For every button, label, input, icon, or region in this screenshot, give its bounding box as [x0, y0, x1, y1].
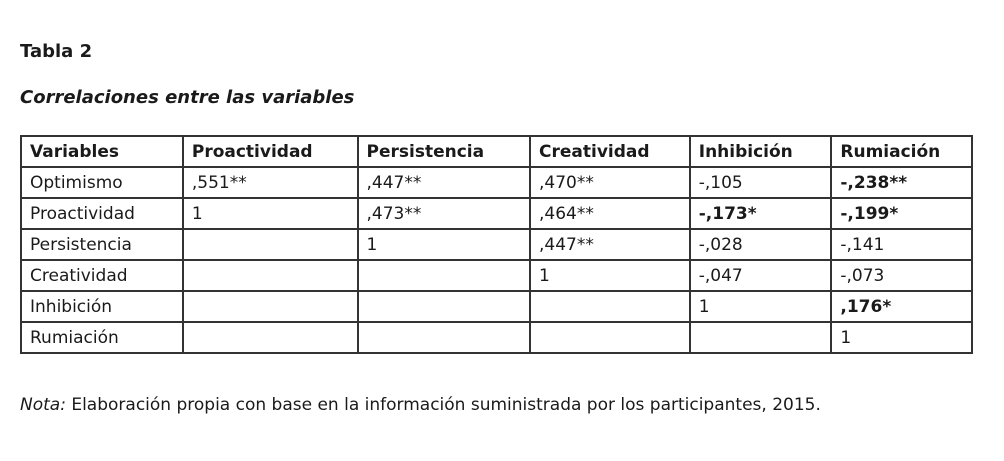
- correlation-cell: 1: [358, 229, 531, 260]
- correlation-cell: -,173*: [690, 198, 832, 229]
- correlation-cell: -,028: [690, 229, 832, 260]
- correlation-cell: -,047: [690, 260, 832, 291]
- correlation-cell: 1: [690, 291, 832, 322]
- header-creatividad: Creatividad: [530, 136, 690, 167]
- table-title: Correlaciones entre las variables: [20, 87, 355, 108]
- table-row: [21, 229, 972, 260]
- correlation-cell: ,464**: [530, 198, 690, 229]
- header-variables: Variables: [21, 136, 183, 167]
- correlation-cell: [530, 322, 690, 353]
- header-persistencia: Persistencia: [358, 136, 531, 167]
- correlation-cell: [530, 291, 690, 322]
- row-label-cell: Optimismo: [21, 167, 183, 198]
- row-label-cell: Persistencia: [21, 229, 183, 260]
- table-row: [21, 322, 972, 353]
- table-header-row: [21, 136, 972, 167]
- correlation-cell: [358, 322, 531, 353]
- row-label-cell: Inhibición: [21, 291, 183, 322]
- correlation-cell: -,141: [831, 229, 972, 260]
- correlation-cell: [690, 322, 832, 353]
- table-row: [21, 167, 972, 198]
- header-rumiacion: Rumiación: [831, 136, 972, 167]
- table-body: [21, 167, 972, 353]
- row-label-cell: Rumiación: [21, 322, 183, 353]
- correlation-cell: 1: [831, 322, 972, 353]
- correlation-cell: [358, 291, 531, 322]
- correlation-table: [20, 135, 973, 354]
- correlation-cell: ,447**: [530, 229, 690, 260]
- header-proactividad: Proactividad: [183, 136, 358, 167]
- table-row: [21, 291, 972, 322]
- correlation-cell: 1: [530, 260, 690, 291]
- row-label-cell: Proactividad: [21, 198, 183, 229]
- correlation-cell: ,551**: [183, 167, 358, 198]
- note-label: Nota:: [20, 395, 66, 415]
- correlation-cell: [183, 322, 358, 353]
- correlation-cell: 1: [183, 198, 358, 229]
- correlation-cell: ,447**: [358, 167, 531, 198]
- correlation-cell: -,199*: [831, 198, 972, 229]
- correlation-cell: [358, 260, 531, 291]
- correlation-cell: -,073: [831, 260, 972, 291]
- correlation-cell: -,238**: [831, 167, 972, 198]
- row-label-cell: Creatividad: [21, 260, 183, 291]
- note-text: Elaboración propia con base en la información suministrada por los participantes, 2015.: [65, 395, 821, 415]
- table-note: [20, 393, 821, 417]
- correlation-cell: [183, 229, 358, 260]
- correlation-cell: [183, 291, 358, 322]
- table-number: Tabla 2: [20, 41, 93, 62]
- correlation-cell: -,105: [690, 167, 832, 198]
- correlation-cell: ,470**: [530, 167, 690, 198]
- table-row: [21, 260, 972, 291]
- header-inhibicion: Inhibición: [690, 136, 832, 167]
- correlation-cell: ,473**: [358, 198, 531, 229]
- correlation-cell: ,176*: [831, 291, 972, 322]
- table-row: [21, 198, 972, 229]
- correlation-cell: [183, 260, 358, 291]
